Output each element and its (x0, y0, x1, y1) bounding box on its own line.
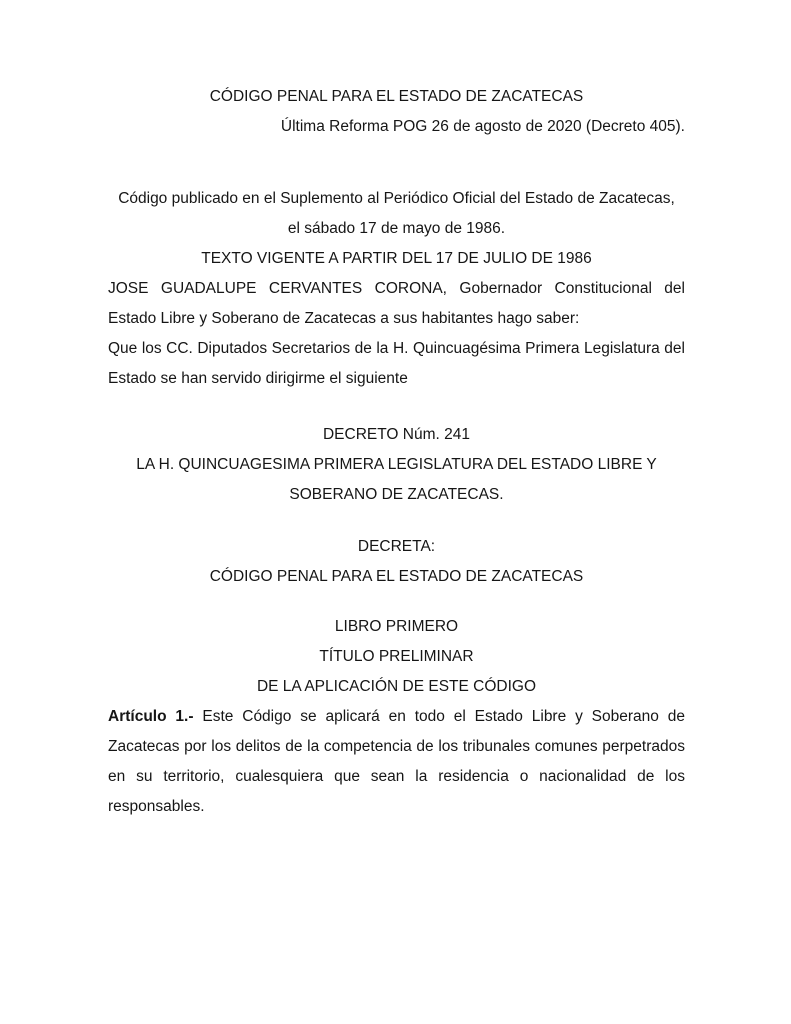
title-heading: TÍTULO PRELIMINAR (319, 648, 474, 665)
decreta-title: CÓDIGO PENAL PARA EL ESTADO DE ZACATECAS (209, 568, 584, 585)
section-heading: DE LA APLICACIÓN DE ESTE CÓDIGO (256, 678, 537, 695)
decree-body-line-2: SOBERANO DE ZACATECAS. (289, 486, 504, 503)
publication-block (108, 184, 685, 274)
publication-line-1: Código publicado en el Suplemento al Periódico Oficial del Estado de Zacatecas, (118, 190, 675, 207)
legislature-paragraph: Que los CC. Diputados Secretarios de la H. Quincuagésima Primera Legislatura del Estado se han servido dirigirme el siguiente (108, 340, 685, 387)
decree-block (108, 420, 685, 510)
article-1-lead: Artículo 1.- (108, 708, 194, 725)
reform-note: Última Reforma POG 26 de agosto de 2020 (Decreto 405). (280, 118, 685, 135)
decreta-label: DECRETA: (357, 538, 436, 555)
book-title-block (108, 612, 685, 672)
governor-paragraph: JOSE GUADALUPE CERVANTES CORONA, Gobernador Constitucional del Estado Libre y Soberano de Zacatecas a sus habitantes hago saber: (108, 280, 685, 327)
publication-vigente-line: TEXTO VIGENTE A PARTIR DEL 17 DE JULIO DE 1986 (201, 250, 592, 267)
decree-body-line-1: LA H. QUINCUAGESIMA PRIMERA LEGISLATURA DEL ESTADO LIBRE Y (136, 456, 657, 473)
publication-line-2: el sábado 17 de mayo de 1986. (287, 220, 506, 237)
article-1-paragraph (108, 702, 685, 822)
book-heading: LIBRO PRIMERO (334, 618, 459, 635)
document-title: CÓDIGO PENAL PARA EL ESTADO DE ZACATECAS (209, 88, 584, 105)
decreta-block (108, 532, 685, 592)
article-1-text: Este Código se aplicará en todo el Estado Libre y Soberano de Zacatecas por los delitos de la competencia de los tribunales comunes perpetrados en su territorio, cualesquiera que sean la residencia o nacionalidad de los responsables. (108, 708, 686, 815)
decree-number: DECRETO Núm. 241 (322, 426, 470, 443)
